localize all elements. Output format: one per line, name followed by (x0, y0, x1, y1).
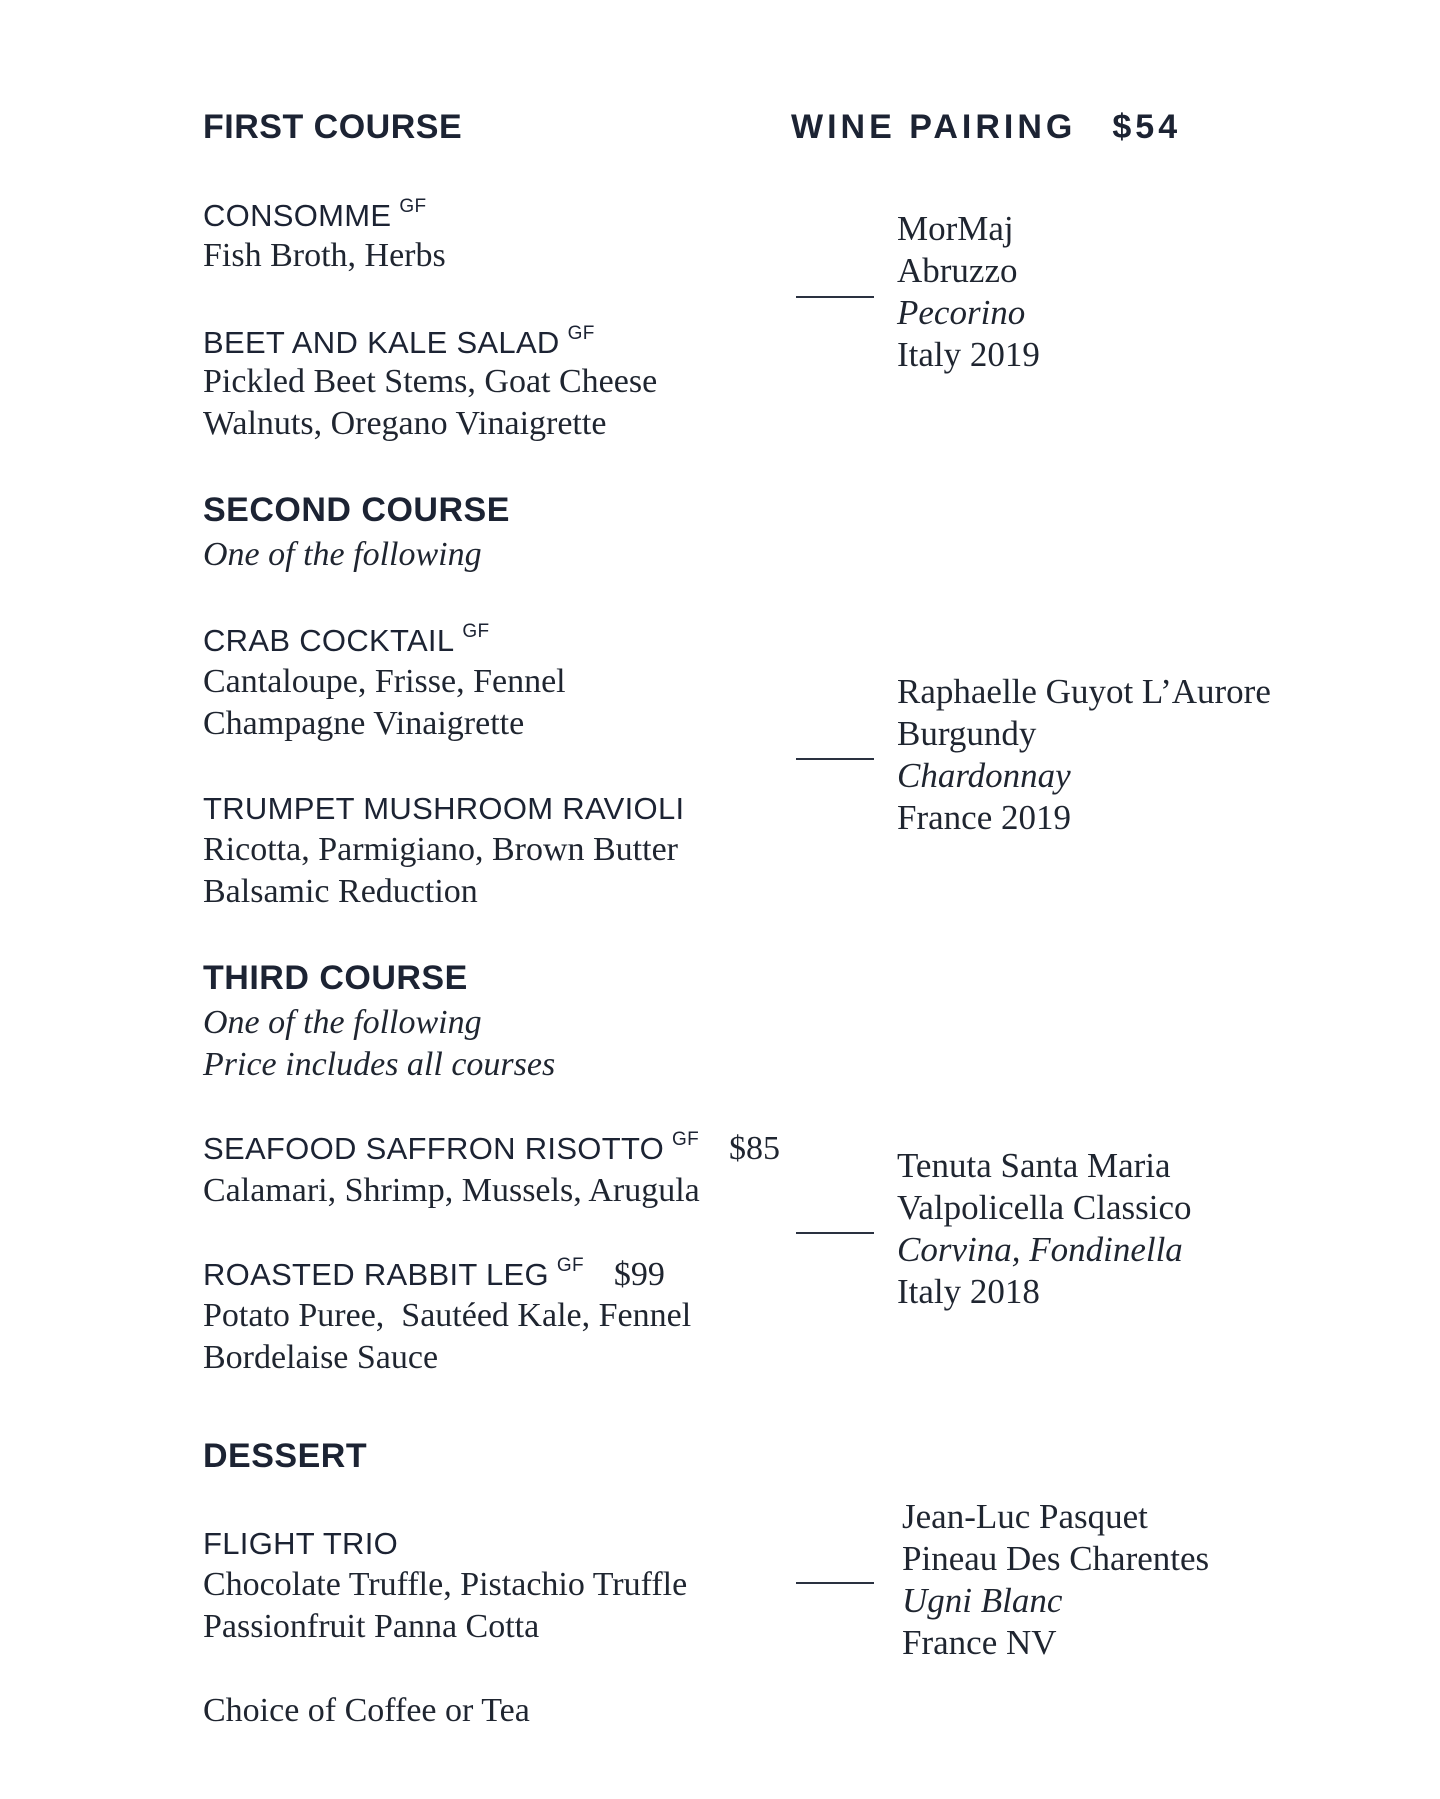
wine-pairing-2 (897, 671, 1271, 839)
wine-origin: Italy 2019 (897, 335, 1040, 374)
dish-description (203, 661, 566, 745)
description-line: Balsamic Reduction (203, 873, 478, 910)
wine-grape: Ugni Blanc (902, 1581, 1063, 1620)
wine-grape: Corvina, Fondinella (897, 1230, 1183, 1269)
wine-grape: Chardonnay (897, 756, 1071, 795)
description-line: Fish Broth, Herbs (203, 237, 446, 274)
description-line: Bordelaise Sauce (203, 1339, 439, 1376)
wine-producer: Raphaelle Guyot L’Aurore (897, 672, 1271, 711)
course-subtitle (203, 1002, 555, 1086)
wine-region: Pineau Des Charentes (902, 1539, 1210, 1578)
dish-name: CONSOMME (203, 198, 392, 233)
pairing-divider (796, 296, 874, 298)
description-line: Chocolate Truffle, Pistachio Truffle (203, 1566, 688, 1603)
dish-beet-kale-salad (203, 323, 595, 361)
wine-grape: Pecorino (897, 293, 1026, 332)
description-line: Ricotta, Parmigiano, Brown Butter (203, 831, 678, 868)
wine-pairing-3 (897, 1145, 1192, 1313)
gluten-free-badge: GF (567, 323, 595, 344)
description-line: Champagne Vinaigrette (203, 705, 525, 742)
dish-flight-trio (203, 1526, 398, 1562)
description-line: Potato Puree, Sautéed Kale, Fennel (203, 1297, 692, 1334)
wine-origin: France NV (902, 1623, 1057, 1662)
dish-description (203, 1295, 691, 1379)
dish-description (203, 1564, 687, 1648)
dish-crab-cocktail (203, 621, 489, 659)
description-line: Passionfruit Panna Cotta (203, 1608, 540, 1645)
coffee-tea-note: Choice of Coffee or Tea (203, 1692, 530, 1729)
gluten-free-badge: GF (556, 1255, 584, 1276)
dish-description (203, 361, 657, 445)
gluten-free-badge: GF (399, 196, 427, 217)
wine-origin: France 2019 (897, 798, 1071, 837)
gluten-free-badge: GF (462, 621, 490, 642)
wine-producer: Tenuta Santa Maria (897, 1146, 1171, 1185)
description-line: Calamari, Shrimp, Mussels, Arugula (203, 1172, 700, 1209)
wine-pairing-4 (902, 1496, 1209, 1664)
dish-price: $99 (613, 1256, 665, 1293)
wine-region: Burgundy (897, 714, 1037, 753)
dish-name: SEAFOOD SAFFRON RISOTTO (203, 1131, 665, 1166)
dish-roasted-rabbit-leg (203, 1255, 665, 1294)
gluten-free-badge: GF (672, 1129, 700, 1150)
dish-trumpet-mushroom-ravioli (203, 791, 684, 827)
wine-origin: Italy 2018 (897, 1272, 1040, 1311)
first-course-heading: FIRST COURSE (203, 108, 463, 146)
dish-name: FLIGHT TRIO (203, 1526, 399, 1561)
wine-pairing-price: $54 (1112, 108, 1182, 146)
dish-description (203, 1170, 700, 1212)
dish-consomme (203, 196, 426, 234)
subtitle-line: Price includes all courses (203, 1046, 556, 1083)
dish-description (203, 235, 446, 277)
subtitle-line: One of the following (203, 1004, 482, 1041)
description-line: Pickled Beet Stems, Goat Cheese (203, 363, 658, 400)
third-course-heading: THIRD COURSE (203, 959, 468, 997)
description-line: Cantaloupe, Frisse, Fennel (203, 663, 566, 700)
pairing-divider (796, 1232, 874, 1234)
pairing-divider (796, 1582, 874, 1584)
dish-name: BEET AND KALE SALAD (203, 325, 560, 360)
dish-name: CRAB COCKTAIL (203, 623, 455, 658)
description-line: Walnuts, Oregano Vinaigrette (203, 405, 607, 442)
wine-producer: Jean-Luc Pasquet (902, 1497, 1148, 1536)
dish-name: ROASTED RABBIT LEG (203, 1257, 549, 1292)
second-course-heading: SECOND COURSE (203, 491, 510, 529)
wine-pairing-heading (791, 108, 1181, 147)
course-subtitle: One of the following (203, 536, 482, 573)
dish-name: TRUMPET MUSHROOM RAVIOLI (203, 791, 685, 826)
wine-pairing-title: WINE PAIRING (791, 108, 1077, 146)
dessert-heading: DESSERT (203, 1437, 368, 1475)
dish-seafood-saffron-risotto (203, 1129, 780, 1168)
wine-region: Abruzzo (897, 251, 1018, 290)
dish-price: $85 (729, 1130, 781, 1167)
wine-region: Valpolicella Classico (897, 1188, 1192, 1227)
dish-description (203, 829, 678, 913)
wine-producer: MorMaj (897, 209, 1014, 248)
pairing-divider (796, 758, 874, 760)
wine-pairing-1 (897, 208, 1040, 376)
